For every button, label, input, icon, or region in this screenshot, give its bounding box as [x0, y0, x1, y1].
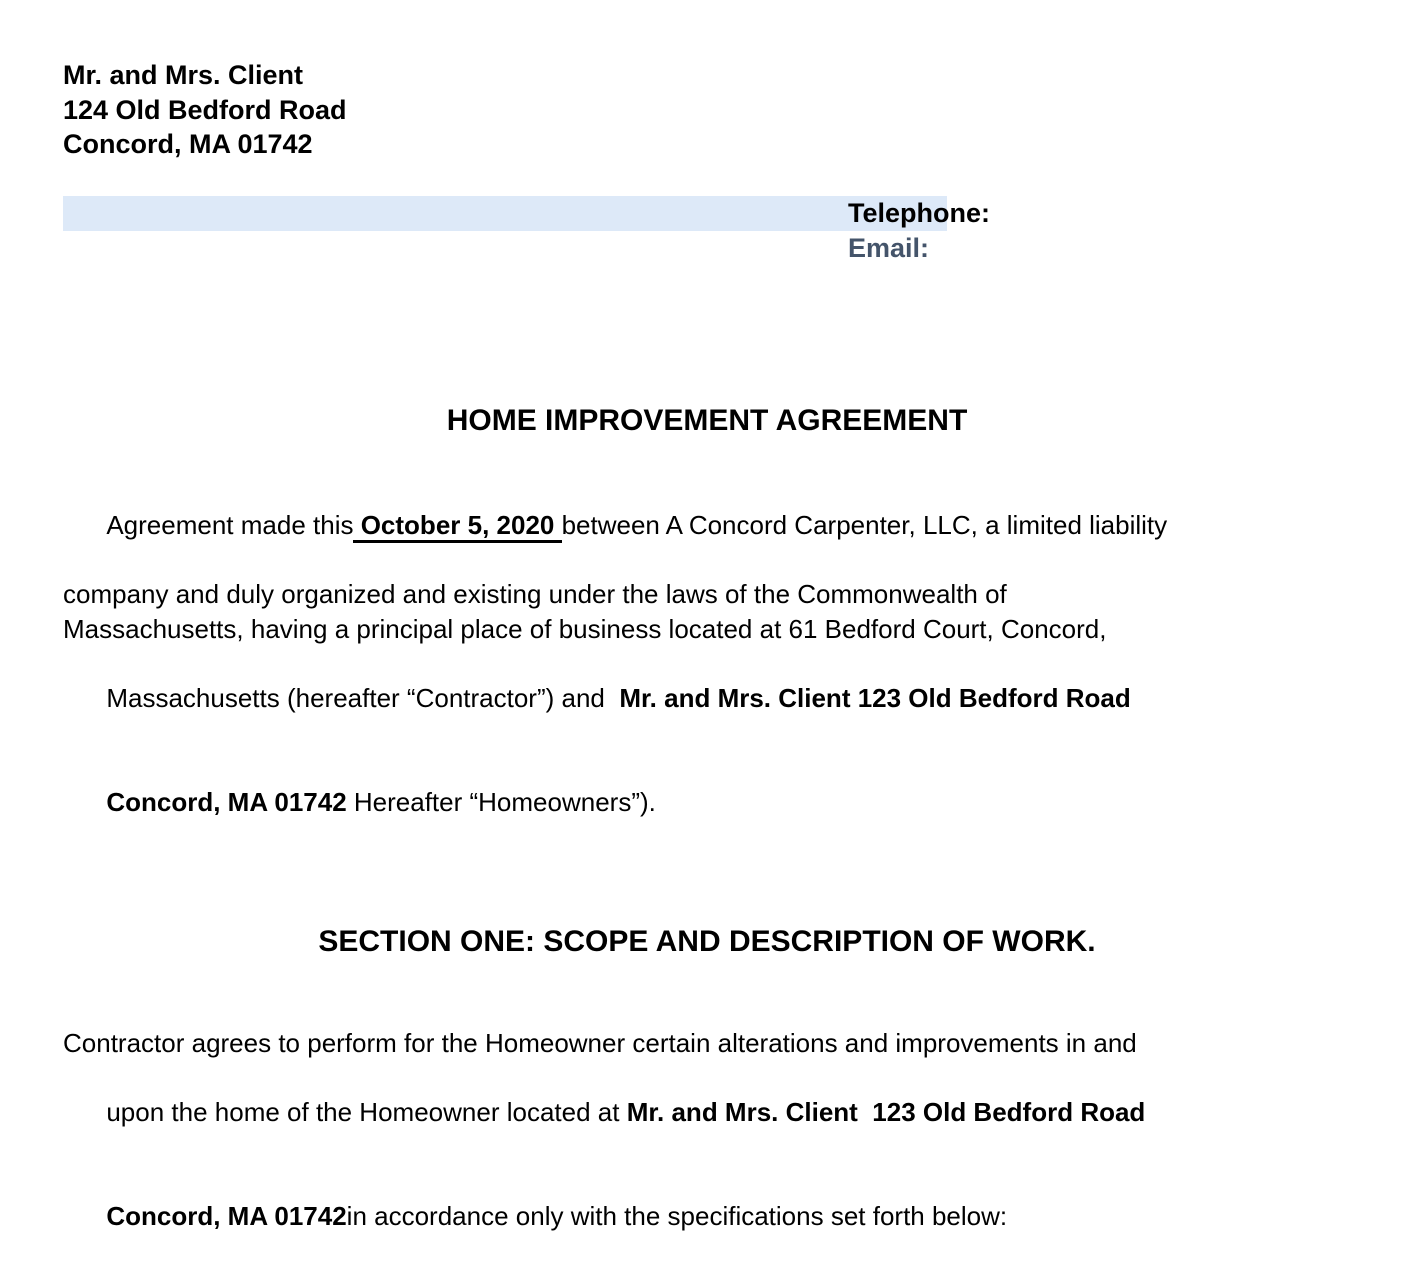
agreement-date-underlined: October 5, 2020	[353, 510, 561, 543]
paragraph-line: company and duly organized and existing under the laws of the Commonwealth of	[63, 579, 1007, 610]
paragraph-line: Contractor agrees to perform for the Homeowner certain alterations and improvements in and	[63, 1028, 1137, 1059]
paragraph-line: Massachusetts, having a principal place of business located at 61 Bedford Court, Concord,	[63, 613, 1107, 644]
document-title: HOME IMPROVEMENT AGREEMENT	[446, 403, 968, 437]
agreement-intro-text: Agreement made this	[106, 510, 354, 541]
scope-located-at-text: upon the home of the Homeowner located at	[106, 1097, 627, 1128]
paragraph-line	[63, 750, 1351, 854]
paragraph-line	[63, 1164, 1351, 1268]
section-one-heading: SECTION ONE: SCOPE AND DESCRIPTION OF WORK.	[318, 925, 1096, 959]
homeowner-city-bold: Concord, MA 01742	[106, 786, 347, 817]
paragraph-line	[63, 646, 1351, 750]
paragraph-line	[63, 474, 1351, 578]
telephone-label: Telephone:	[848, 198, 991, 228]
recipient-block	[63, 58, 1351, 162]
recipient-city-state-zip: Concord, MA 01742	[63, 129, 313, 159]
agreement-paragraph	[63, 474, 1351, 855]
scope-paragraph	[63, 1026, 1351, 1268]
recipient-name: Mr. and Mrs. Client	[63, 60, 304, 90]
telephone-row	[63, 162, 1351, 228]
homeowner-name-address-bold: Mr. and Mrs. Client 123 Old Bedford Road	[612, 683, 1131, 714]
agreement-after-date-text: between A Concord Carpenter, LLC, a limited liability	[561, 510, 1168, 541]
paragraph-line	[63, 1061, 1351, 1165]
scope-specifications-text: in accordance only with the specifications set forth below:	[346, 1201, 1008, 1231]
email-label: Email:	[848, 232, 930, 263]
scope-homeowner-city-bold: Concord, MA 01742	[106, 1201, 347, 1231]
scope-homeowner-name-address-bold: Mr. and Mrs. Client 123 Old Bedford Road	[626, 1097, 1146, 1128]
homeowners-clause-text: Hereafter “Homeowners”).	[346, 786, 656, 817]
recipient-street: 124 Old Bedford Road	[63, 94, 347, 125]
contractor-clause-text: Massachusetts (hereafter “Contractor”) and	[106, 683, 613, 714]
